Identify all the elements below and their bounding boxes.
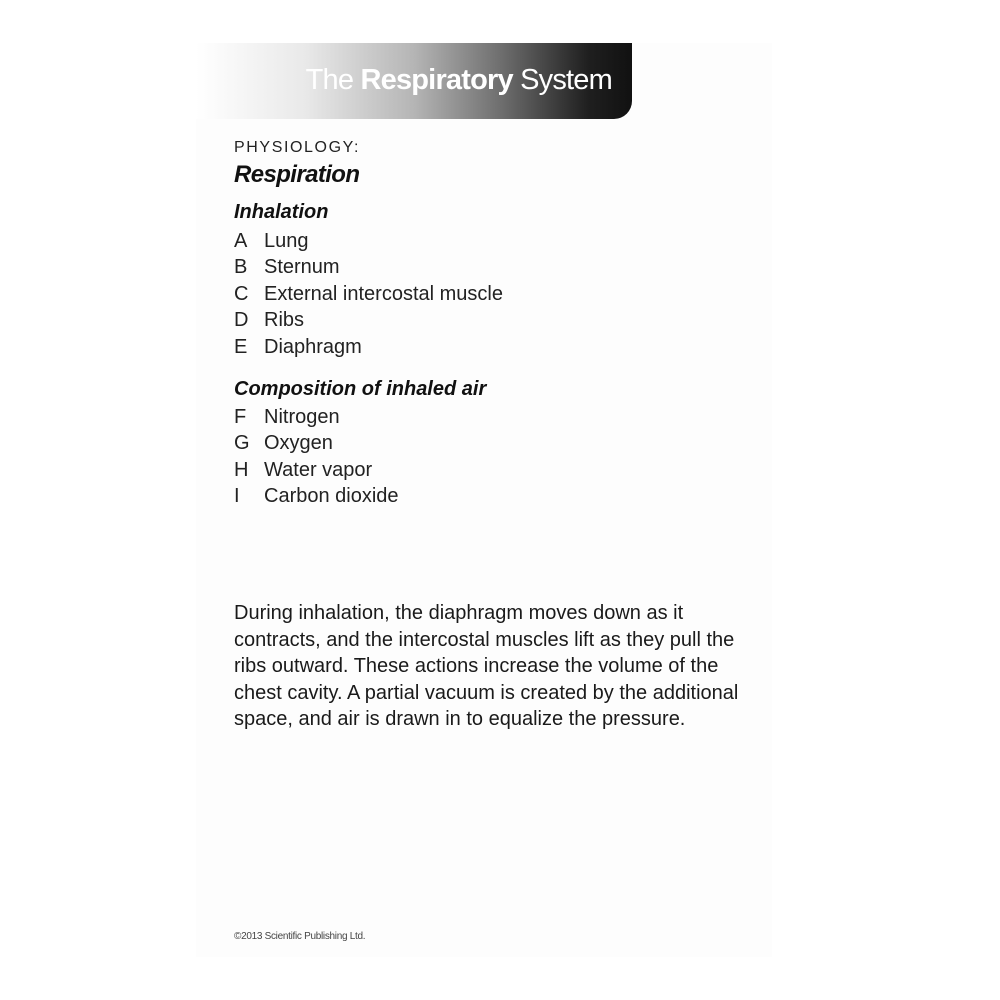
list-item: [234, 404, 399, 431]
list-item: [234, 255, 503, 282]
section-title: Respiration: [234, 161, 360, 188]
item-letter: C: [234, 282, 249, 305]
item-letter: B: [234, 256, 248, 279]
item-letter: H: [234, 458, 249, 481]
composition-list: [234, 404, 399, 510]
item-label: Nitrogen: [264, 405, 340, 428]
item-label: Ribs: [264, 309, 305, 332]
item-letter: D: [234, 309, 249, 332]
item-label: Water vapor: [264, 458, 373, 481]
title-suffix: System: [512, 64, 612, 96]
item-letter: G: [234, 432, 250, 455]
list-item: [234, 484, 399, 511]
title-prefix: The: [305, 64, 361, 96]
list-item: [234, 281, 503, 308]
item-label: Carbon dioxide: [264, 485, 399, 508]
page: [196, 43, 772, 957]
list-item: [234, 334, 503, 361]
group-heading-inhalation: Inhalation: [234, 201, 329, 223]
header-banner: [196, 43, 632, 119]
item-label: Sternum: [264, 256, 340, 279]
section-label: PHYSIOLOGY:: [234, 139, 361, 156]
list-item: [234, 228, 503, 255]
item-letter: F: [234, 405, 247, 428]
item-letter: E: [234, 335, 248, 358]
list-item: [234, 431, 399, 458]
item-label: External intercostal muscle: [264, 282, 503, 305]
item-label: Lung: [264, 229, 309, 252]
group-heading-composition: Composition of inhaled air: [234, 378, 487, 400]
title-bold: Respiratory: [360, 64, 513, 96]
item-label: Oxygen: [264, 432, 333, 455]
inhalation-list: [234, 228, 503, 361]
item-letter: I: [234, 485, 240, 508]
list-item: [234, 308, 503, 335]
item-label: Diaphragm: [264, 335, 362, 358]
page-title: [306, 62, 612, 98]
description-paragraph: During inhalation, the diaphragm moves down as it contracts, and the intercostal muscles lift as they pull the ribs outward. These actions increase the volume of the chest cavity. A partial vacuum is created by the additional space, and air is drawn in to equalize the pressure.: [234, 602, 739, 730]
copyright-notice: ©2013 Scientific Publishing Ltd.: [234, 931, 366, 942]
list-item: [234, 457, 399, 484]
item-letter: A: [234, 229, 248, 252]
